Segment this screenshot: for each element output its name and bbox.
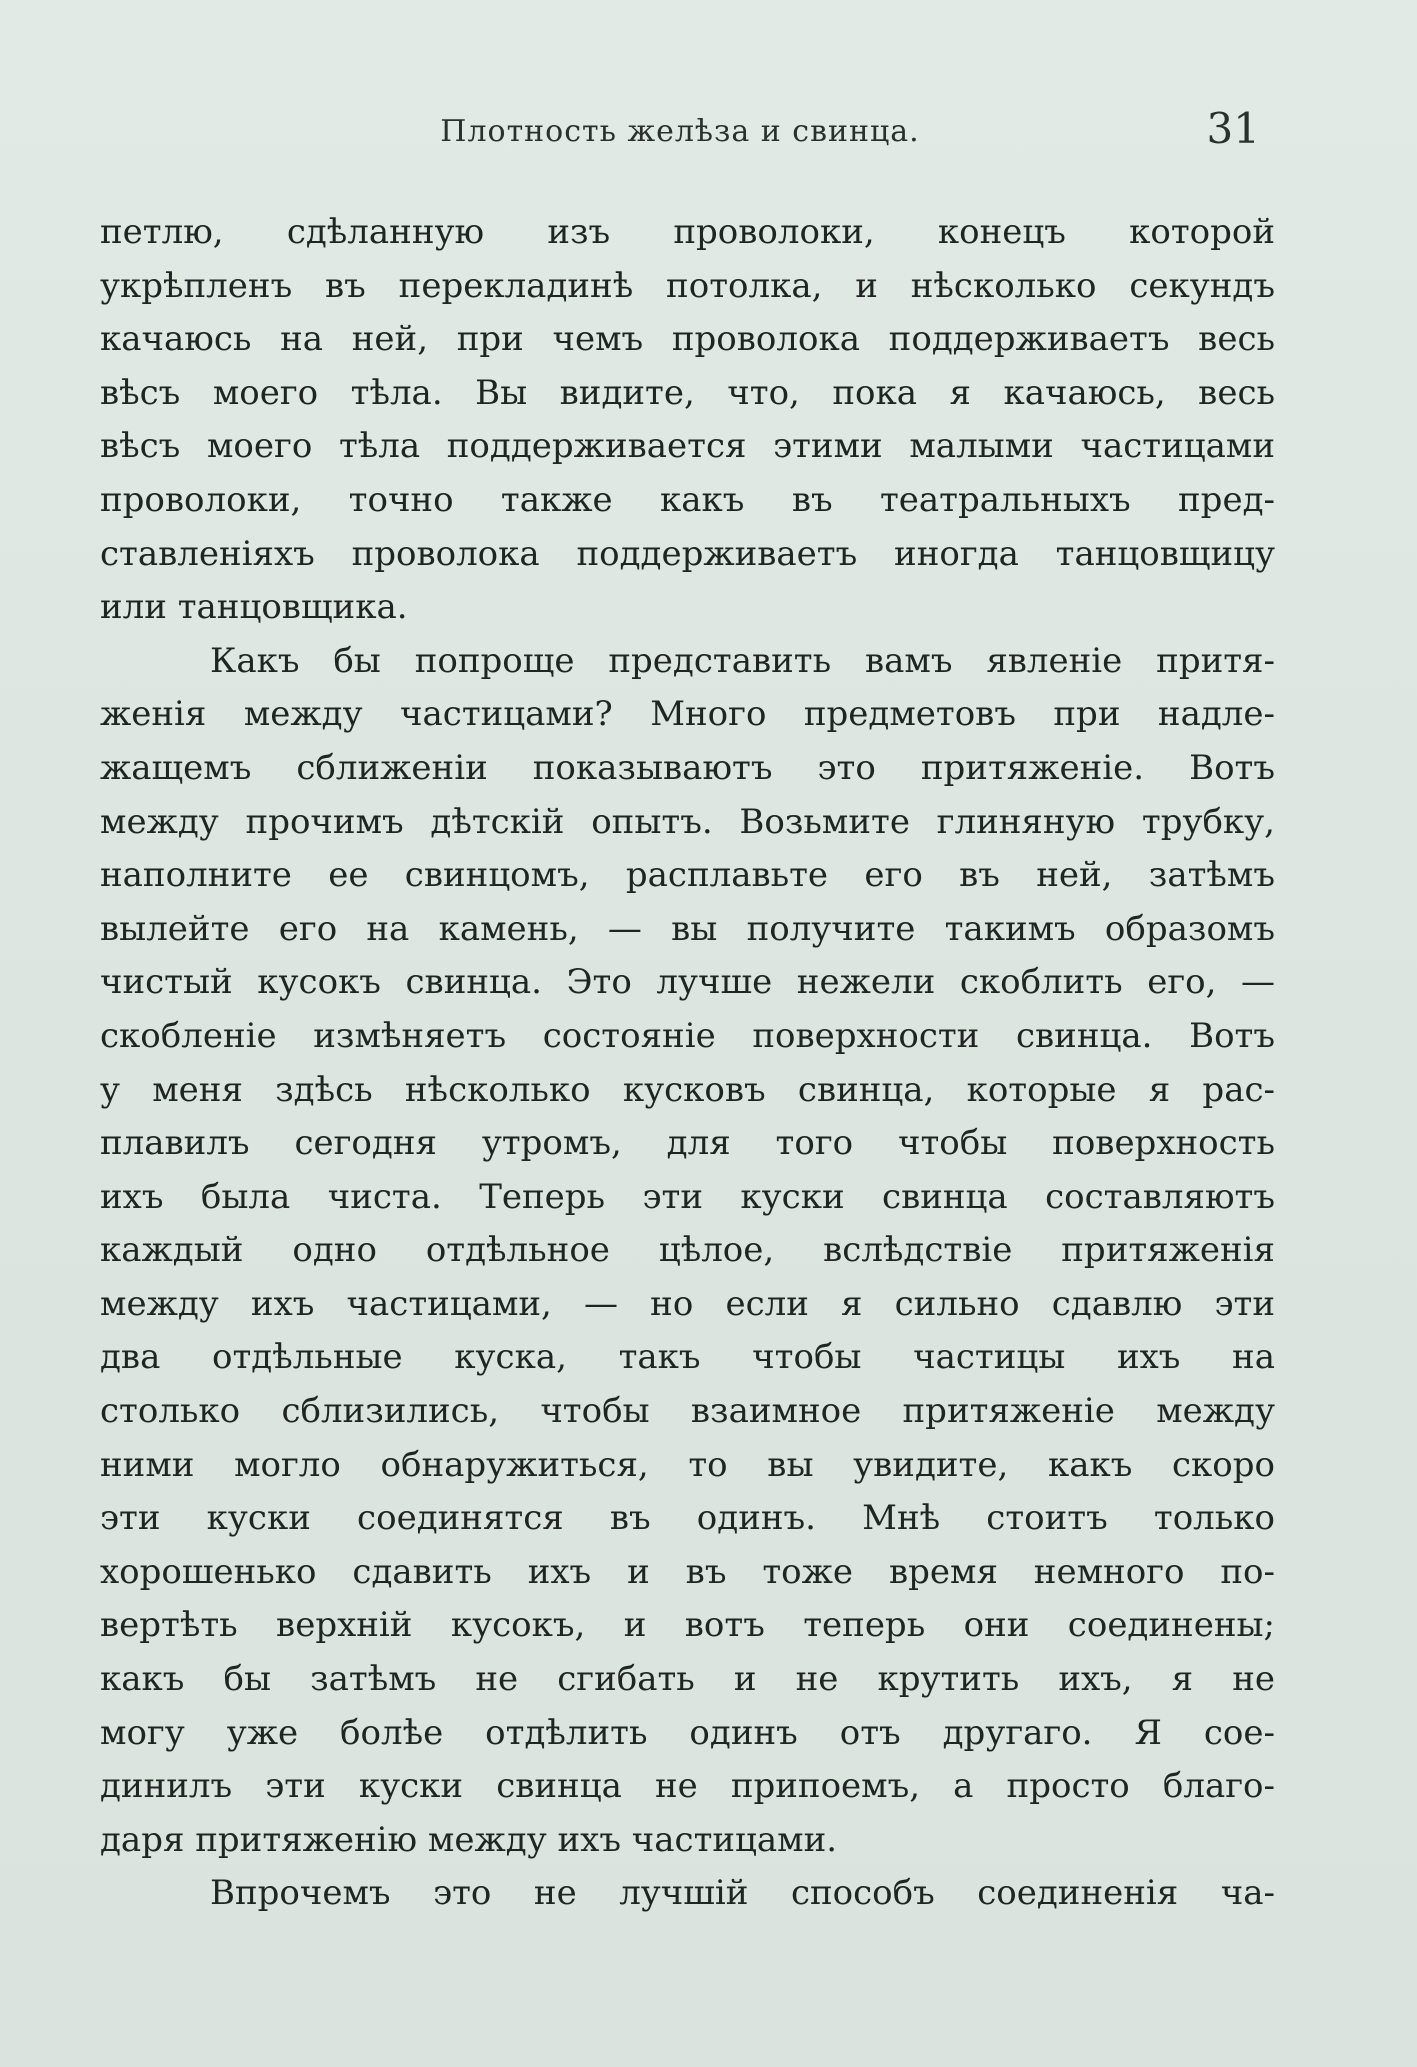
text-line: какъ бы затѣмъ не сгибать и не крутить ихъ, я не xyxy=(100,1659,1275,1700)
text-line: вылейте его на камень, — вы получите такимъ образомъ xyxy=(100,908,1275,949)
text-line: вертѣть верхній кусокъ, и вотъ теперь они соединены; xyxy=(100,1605,1275,1646)
text-line: скобленіе измѣняетъ состояніе поверхности свинца. Вотъ xyxy=(100,1015,1275,1056)
text-line: эти куски соединятся въ одинъ. Мнѣ стоитъ только xyxy=(100,1498,1275,1539)
text-line: укрѣпленъ въ перекладинѣ потолка, и нѣсколько секундъ xyxy=(100,265,1275,306)
text-line: наполните ее свинцомъ, расплавьте его въ ней, затѣмъ xyxy=(100,855,1275,896)
text-line: столько сблизились, чтобы взаимное притяженіе между xyxy=(100,1391,1275,1432)
page-number: 31 xyxy=(1206,104,1260,153)
text-line: жащемъ сближеніи показываютъ это притяженіе. Вотъ xyxy=(100,747,1275,788)
running-title: Плотность желѣза и свинца. xyxy=(440,114,920,149)
text-line: женія между частицами? Много предметовъ при надле- xyxy=(100,694,1275,735)
text-line: вѣсъ моего тѣла поддерживается этими малыми частицами xyxy=(100,426,1275,467)
text-line: два отдѣльные куска, такъ чтобы частицы ихъ на xyxy=(100,1337,1275,1378)
text-line: ними могло обнаружиться, то вы увидите, какъ скоро xyxy=(100,1444,1275,1485)
text-line: чистый кусокъ свинца. Это лучше нежели скоблить его, — xyxy=(100,962,1275,1003)
text-line: даря притяженію между ихъ частицами. xyxy=(100,1819,838,1860)
text-line: у меня здѣсь нѣсколько кусковъ свинца, которые я рас- xyxy=(100,1069,1275,1110)
text-line: качаюсь на ней, при чемъ проволока поддерживаетъ весь xyxy=(100,319,1275,360)
text-line: проволоки, точно также какъ въ театральныхъ пред- xyxy=(100,479,1275,520)
text-line: между ихъ частицами, — но если я сильно сдавлю эти xyxy=(100,1283,1275,1324)
text-line: между прочимъ дѣтскій опытъ. Возьмите глиняную трубку, xyxy=(100,801,1275,842)
text-line: динилъ эти куски свинца не припоемъ, а просто благо- xyxy=(100,1766,1275,1807)
text-line: Впрочемъ это не лучшій способъ соединенія ча- xyxy=(210,1873,1275,1914)
text-line: ставленіяхъ проволока поддерживаетъ иногда танцовщицу xyxy=(100,533,1275,574)
body-text xyxy=(100,206,1275,1921)
text-line: плавилъ сегодня утромъ, для того чтобы поверхность xyxy=(100,1123,1275,1164)
text-line: петлю, сдѣланную изъ проволоки, конецъ которой xyxy=(100,212,1275,252)
text-line: или танцовщика. xyxy=(100,587,408,628)
text-line: каждый одно отдѣльное цѣлое, вслѣдствіе притяженія xyxy=(100,1230,1275,1271)
page-header xyxy=(100,104,1260,164)
text-line: вѣсъ моего тѣла. Вы видите, что, пока я качаюсь, весь xyxy=(100,372,1275,413)
text-line: ихъ была чиста. Теперь эти куски свинца составляютъ xyxy=(100,1176,1275,1217)
text-line: хорошенько сдавить ихъ и въ тоже время немного по- xyxy=(100,1551,1275,1592)
text-line: Какъ бы попроще представить вамъ явленіе притя- xyxy=(210,640,1275,681)
text-line: могу уже болѣе отдѣлить одинъ отъ другаго. Я сое- xyxy=(100,1712,1275,1753)
